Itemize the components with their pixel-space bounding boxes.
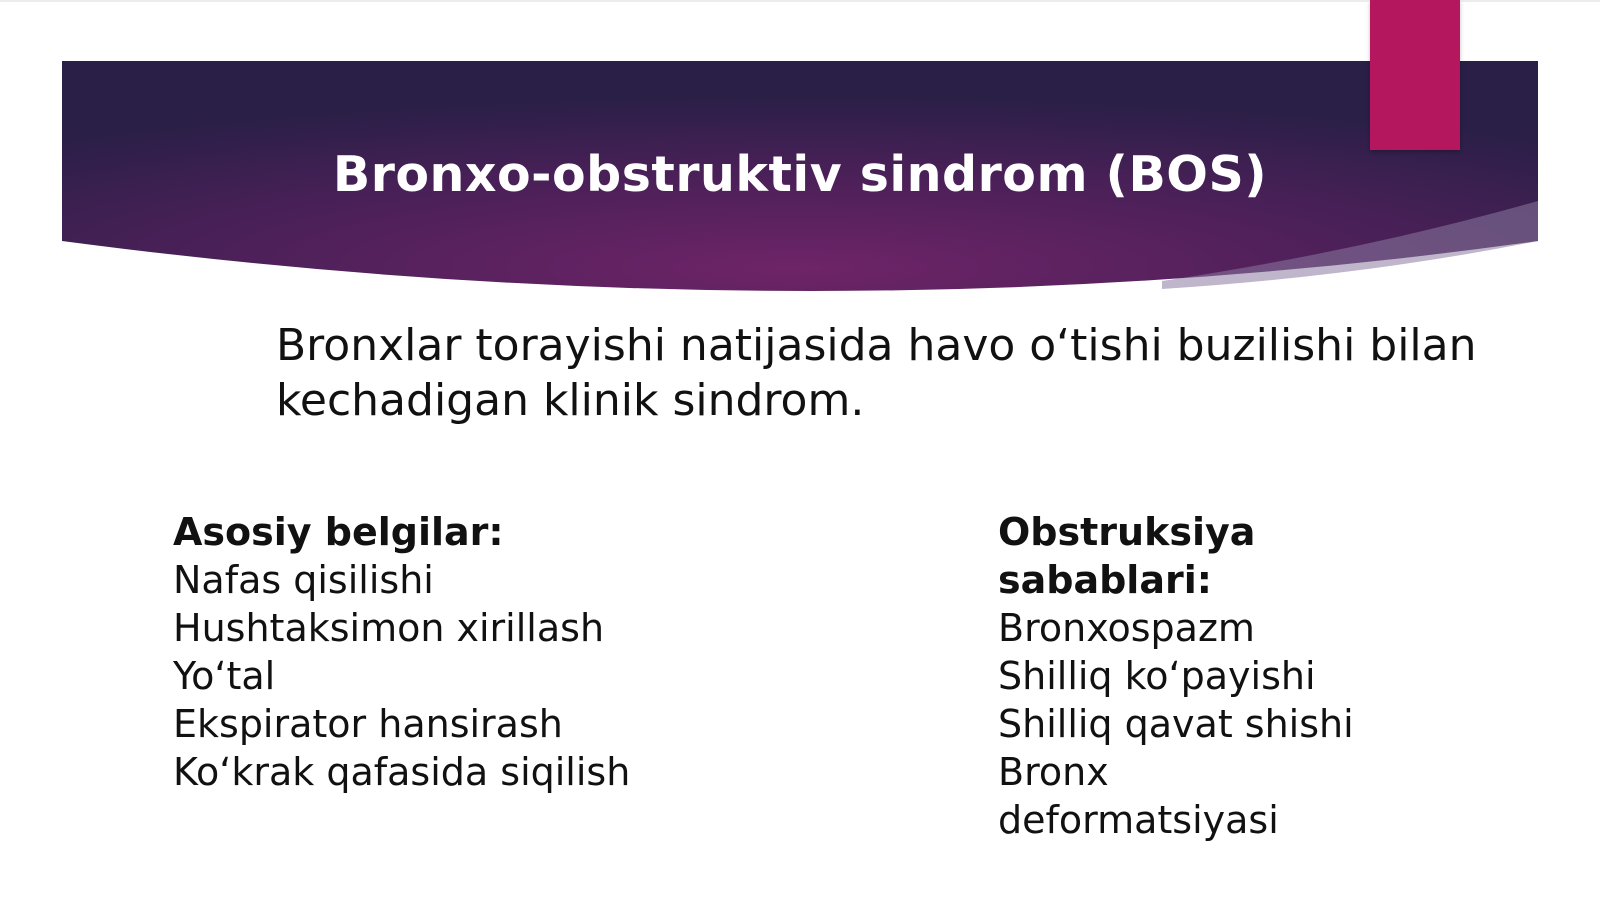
accent-bar xyxy=(1370,0,1460,150)
list-item: Shilliq qavat shishi xyxy=(998,702,1354,746)
list-item: Nafas qisilishi xyxy=(173,558,434,602)
list-item: Ekspirator hansirash xyxy=(173,702,563,746)
main-signs-column xyxy=(173,508,813,796)
list-item: Yo‘tal xyxy=(173,654,276,698)
slide-title: Bronxo-obstruktiv sindrom (BOS) xyxy=(332,146,1268,203)
top-divider xyxy=(0,0,1600,2)
list-item: Bronxospazm xyxy=(998,606,1255,650)
causes-heading-line1: Obstruksiya xyxy=(998,510,1256,554)
list-item: Ko‘krak qafasida siqilish xyxy=(173,750,631,794)
list-item: Hushtaksimon xirillash xyxy=(173,606,605,650)
definition-text: Bronxlar torayishi natijasida havo o‘tishi buzilishi bilan kechadigan klinik sindrom. xyxy=(276,320,1477,426)
list-item: Bronx xyxy=(998,750,1109,794)
list-item: Shilliq ko‘payishi xyxy=(998,654,1316,698)
obstruction-causes-column xyxy=(998,508,1418,844)
list-item: deformatsiyasi xyxy=(998,798,1279,842)
main-signs-heading: Asosiy belgilar: xyxy=(173,510,504,554)
causes-heading-line2: sabablari: xyxy=(998,558,1212,602)
